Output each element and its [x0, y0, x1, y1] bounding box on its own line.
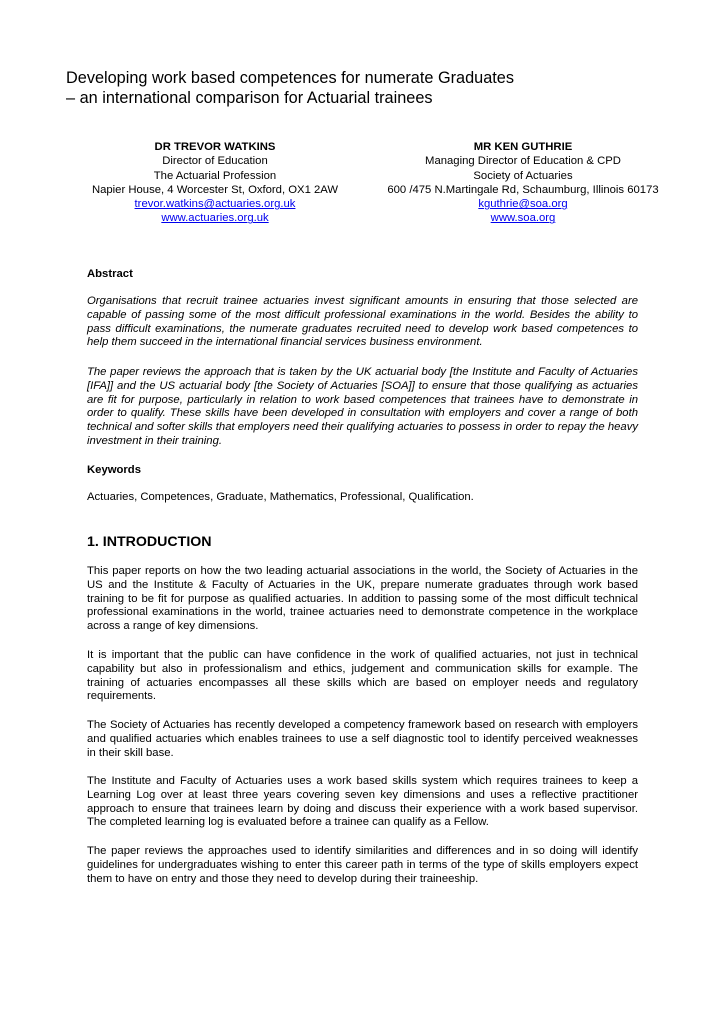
abstract-heading: Abstract	[87, 268, 133, 280]
introduction-paragraph-3: The Society of Actuaries has recently developed a competency framework based on research with employers and qualified actuaries which enables trainees to use a self diagnostic tool to identify perceived weaknesses in their skill base.	[87, 719, 638, 759]
author-block	[0, 140, 724, 240]
author-email-link[interactable]: trevor.watkins@actuaries.org.uk	[134, 198, 296, 211]
author-organisation: The Actuarial Profession	[153, 169, 277, 182]
abstract-paragraph-1: Organisations that recruit trainee actuaries invest significant amounts in ensuring that those selected are capable of passing some of the most difficult professional examinations in the world. Besides the ability to pass difficult examinations, the numerate graduates recruited need to develop work based competences to help them succeed in the international financial services business environment.	[87, 295, 638, 349]
author-email-link[interactable]: kguthrie@soa.org	[478, 198, 568, 211]
paper-title-line-1: Developing work based competences for numerate Graduates	[66, 69, 514, 87]
author-guthrie	[370, 140, 676, 226]
author-role: Director of Education	[162, 155, 268, 168]
abstract-paragraph-2: The paper reviews the approach that is taken by the UK actuarial body [the Institute and Faculty of Actuaries [IFA]] and the US actuarial body [the Society of Actuaries [SOA]] to ensure that those qualifying as actuaries are fit for purpose, particularly in relation to work based competences that trainees have to demonstrate in order to qualify. These skills have been developed in consultation with employers and cover a range of both technical and softer skills that employers need their qualifying actuaries to possess in order to repay the heavy investment in their training.	[87, 366, 638, 447]
author-website-link[interactable]: www.soa.org	[490, 212, 556, 225]
author-watkins	[75, 140, 355, 226]
paper-title-line-2: – an international comparison for Actuarial trainees	[66, 89, 433, 107]
keywords-heading: Keywords	[87, 464, 141, 476]
paper-title	[66, 68, 666, 108]
author-name: MR KEN GUTHRIE	[473, 141, 573, 153]
author-address: Napier House, 4 Worcester St, Oxford, OX1 2AW	[91, 183, 339, 196]
introduction-paragraph-5: The paper reviews the approaches used to identify similarities and differences and in so doing will identify guidelines for undergraduates wishing to enter this career path in terms of the type of skills employers expect them to have on entry and those they need to develop during their traineeship.	[87, 845, 638, 885]
author-address: 600 /475 N.Martingale Rd, Schaumburg, Illinois 60173	[387, 183, 659, 196]
introduction-heading: 1. INTRODUCTION	[87, 534, 212, 550]
author-website-link[interactable]: www.actuaries.org.uk	[161, 212, 269, 225]
introduction-paragraph-4: The Institute and Faculty of Actuaries uses a work based skills system which requires trainees to keep a Learning Log over at least three years covering seven key dimensions and uses a reflective practitioner approach to ensure that trainees learn by doing and discuss their experience with a work based supervisor. The completed learning log is evaluated before a trainee can qualify as a Fellow.	[87, 775, 638, 829]
author-role: Managing Director of Education & CPD	[425, 155, 621, 168]
author-organisation: Society of Actuaries	[473, 169, 573, 182]
introduction-paragraph-2: It is important that the public can have confidence in the work of qualified actuaries, not just in technical capability but also in professionalism and ethics, judgement and communication skills for example. The training of actuaries encompasses all these skills which are based on employer needs and regulatory requirements.	[87, 649, 638, 703]
keywords-text: Actuaries, Competences, Graduate, Mathematics, Professional, Qualification.	[87, 491, 474, 503]
introduction-paragraph-1: This paper reports on how the two leading actuarial associations in the world, the Society of Actuaries in the US and the Institute & Faculty of Actuaries in the UK, prepare numerate graduates through work based training to be fit for purpose as qualified actuaries. In addition to passing some of the most difficult technical professional examinations in the world, trainee actuaries need to demonstrate competence in the workplace across a range of key dimensions.	[87, 565, 638, 633]
author-name: DR TREVOR WATKINS	[154, 141, 276, 153]
